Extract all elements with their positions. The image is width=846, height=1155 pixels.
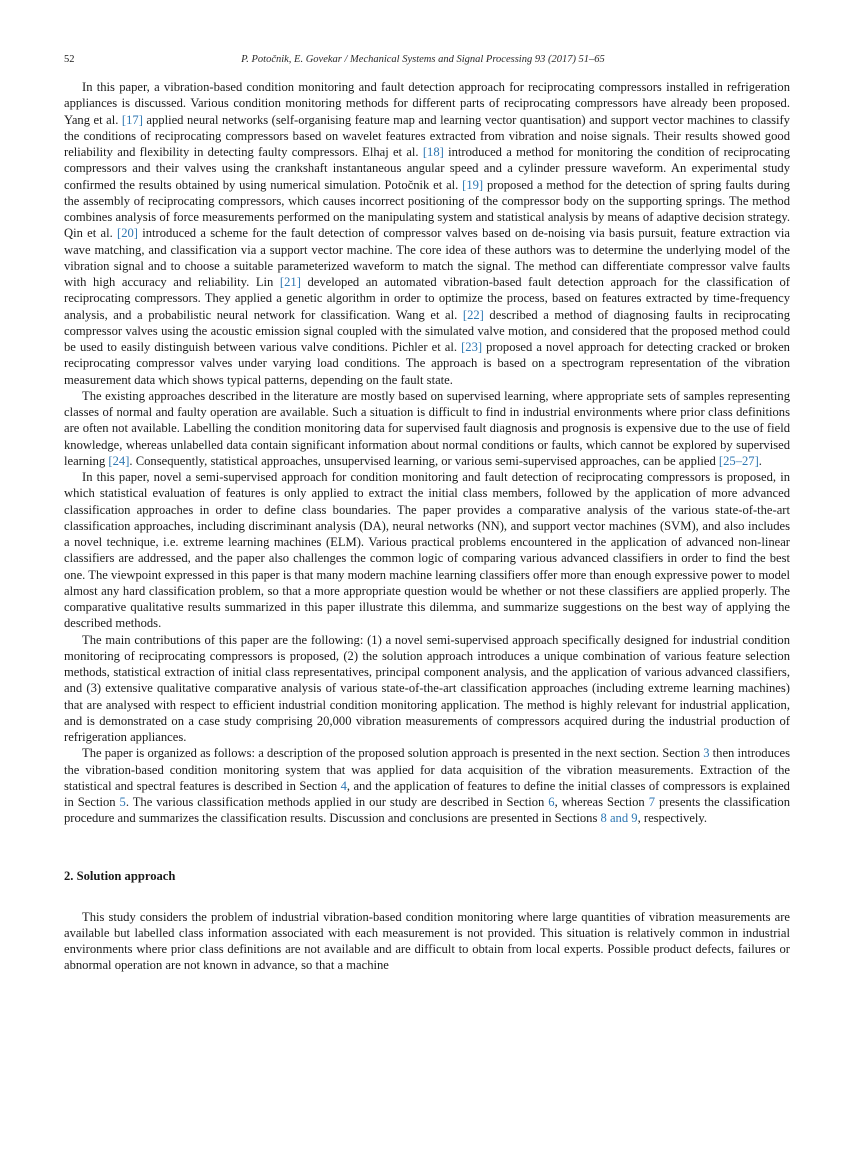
citation-link[interactable]: [23] [461, 340, 483, 354]
paragraph-text: This study considers the problem of industrial vibration-based condition monitoring where large quantities of vibration measurements are available but labelled class information associated with each measurement is not provided. This situation is relatively common in industrial environments where prior class definitions are not available and are difficult to obtain from local experts. Possible product defects, failures or abnormal operation are not known in advance, so that a machine [64, 909, 790, 973]
paragraph-text: developed an automated vibration-based fault detection approach for the classification of reciprocating compressors. They applied a genetic algorithm in order to optimize the process, based on features extracted by time-frequency analysis, and a probabilistic neural network for classification. Wang et al. [64, 275, 790, 322]
citation-link[interactable]: 3 [703, 746, 710, 761]
paragraph [64, 909, 790, 974]
paragraph-text: , and the application of features to define the initial classes of compressors is explained in Section [64, 778, 790, 809]
citation-link[interactable]: [20] [117, 226, 138, 241]
paragraph-text: The main contributions of this paper are the following: (1) a novel semi-supervised approach specifically designed for industrial condition monitoring of reciprocating compressors is proposed, (2) the solution approach introduces a unique combination of various feature selection methods, statistical extraction of initial class representatives, principal component analysis, and the application of various advanced classifiers, and (3) extensive qualitative comparative analysis of various state-of-the-art classification approaches (including extreme learning machines) that are analysed with respect to efficient industrial condition monitoring application. The method is highly relevant for industrial application, and is demonstrated on a case study comprising 20,000 vibration measurements of compressors acquired during the industrial production of refrigeration appliances. [64, 632, 790, 744]
paragraph [64, 632, 790, 746]
citation-link[interactable]: 5 [119, 795, 126, 809]
paragraph [64, 469, 790, 632]
paragraph [64, 79, 790, 388]
paragraph [64, 388, 790, 469]
paragraph [64, 745, 790, 826]
paragraph-text: introduced a scheme for the fault detection of compressor valves based on de-noising via basis pursuit, feature extraction via wave matching, and classification via a support vector machine. The core idea of these authors was to determine the underlying model of the vibration signal and to choose a suitable parameterized waveform to match the signal. The method can differentiate compressor valve faults with high accuracy and reliability. Lin [64, 226, 790, 289]
paragraph-text: then introduces the vibration-based condition monitoring system that was applied for data acquisition of the vibration measurements. Extraction of the statistical and spectral features is described in Section [64, 746, 790, 793]
paragraph-text: . Consequently, statistical approaches, unsupervised learning, or various semi-supervised approaches, can be applied [129, 453, 719, 468]
citation-link[interactable]: [17] [121, 112, 143, 127]
citation-link[interactable]: 4 [340, 778, 347, 793]
article-body [64, 79, 790, 974]
section-text [64, 909, 790, 974]
section-heading: 2. Solution approach [64, 868, 176, 883]
citation-link[interactable]: [21] [279, 275, 301, 289]
paragraph-text: . The various classification methods applied in our study are described in Section [125, 795, 549, 809]
citation-link[interactable]: 7 [648, 795, 655, 809]
paragraph-text: proposed a method for the detection of spring faults during the assembly of reciprocating compressors, which causes incorrect positioning of the compressor body on the supporting springs. The method combines analysis of force measurements performed on the manipulating system and statistical analysis by means of adaptive decision strategy. Qin et al. [64, 177, 790, 241]
citation-link[interactable]: [19] [462, 177, 484, 192]
introduction-text [64, 79, 790, 827]
citation-link[interactable]: [25–27] [718, 453, 759, 468]
paragraph-text: , respectively. [637, 811, 708, 826]
paragraph-text: In this paper, a vibration-based condition monitoring and fault detection approach for reciprocating compressors installed in refrigeration appliances is discussed. Various condition monitoring methods for different parts of reciprocating compressors have already been proposed. Yang et al. [64, 80, 790, 127]
paragraph-text: The paper is organized as follows: a description of the proposed solution approach is presented in the next section. Section [82, 746, 704, 761]
paragraph-text: introduced a method for monitoring the condition of reciprocating compressors and their valves using the crankshaft instantaneous angular speed and a cylinder pressure waveform. An experimental study confirmed the results obtained by using numerical simulation. Potočnik et al. [64, 145, 790, 192]
paragraph-text: , whereas Section [554, 795, 649, 809]
paragraph-text: The existing approaches described in the literature are mostly based on supervised learning, where appropriate sets of samples representing classes of normal and faulty operation are available. Such a situation is difficult to find in industrial environments where prior class definitions are often not available. Labelling the condition monitoring data for supervised fault diagnosis and prognosis is expensive due to the use of field knowledge, whereas unlabelled data contain significant information about normal conditions or faults, which cannot be explored by supervised learning [64, 388, 790, 468]
citation-link[interactable]: 8 and 9 [600, 811, 638, 826]
citation-link[interactable]: [24] [108, 453, 130, 468]
paragraph-text: applied neural networks (self-organising feature map and learning vector quantisation) and support vector machines to classify the conditions of reciprocating compressors based on wavelet features extracted from vibration and noise signals. Their results showed good reliability and flexibility in detecting faulty compressors. Elhaj et al. [64, 112, 790, 159]
citation-link[interactable]: [22] [462, 307, 484, 322]
paragraph-text: proposed a novel approach for detecting cracked or broken reciprocating compressor valves under varying load conditions. The approach is based on a spectrogram representation of the vibration measurement data which shows typical patterns, depending on the fault state. [64, 340, 790, 387]
paragraph-text: In this paper, novel a semi-supervised approach for condition monitoring and fault detection of reciprocating compressors is proposed, in which statistical evaluation of features is only applied to extract the initial class members, followed by the application of more advanced classification approaches in order to define class boundaries. The paper provides a comparative analysis of the various state-of-the-art classification approaches, including discriminant analysis (DA), neural networks (NN), and support vector machines (SVM), and also includes a novel technique, i.e. extreme learning machines (ELM). Various practical problems encountered in the application of advanced non-linear classifiers are addressed, and the paper also challenges the common logic of comparing various advanced classifiers in order to find the best one. The viewpoint expressed in this paper is that many modern machine learning classifiers offer more than enough expressive power to model almost any hard classification problem, so that a more appropriate question would be whether or not these classifiers are applied properly. The comparative qualitative results summarized in this paper illustrate this dilemma, and summarize suggestions on the best way of applying the described methods. [64, 470, 790, 631]
paragraph-text: described a method of diagnosing faults in reciprocating compressor valves using the acoustic emission signal coupled with the simulated valve motion, and considered that the proposed method could be used to easily distinguish between various valve conditions. Pichler et al. [64, 307, 790, 354]
running-header: P. Potočnik, E. Govekar / Mechanical Systems and Signal Processing 93 (2017) 51–65 [241, 54, 605, 65]
citation-link[interactable]: [18] [422, 145, 444, 159]
page-number: 52 [64, 54, 75, 65]
paragraph-text: presents the classification procedure and summarizes the classification results. Discussion and conclusions are presented in Sections [64, 795, 791, 826]
paragraph-text: . [758, 453, 762, 468]
citation-link[interactable]: 6 [548, 795, 555, 809]
